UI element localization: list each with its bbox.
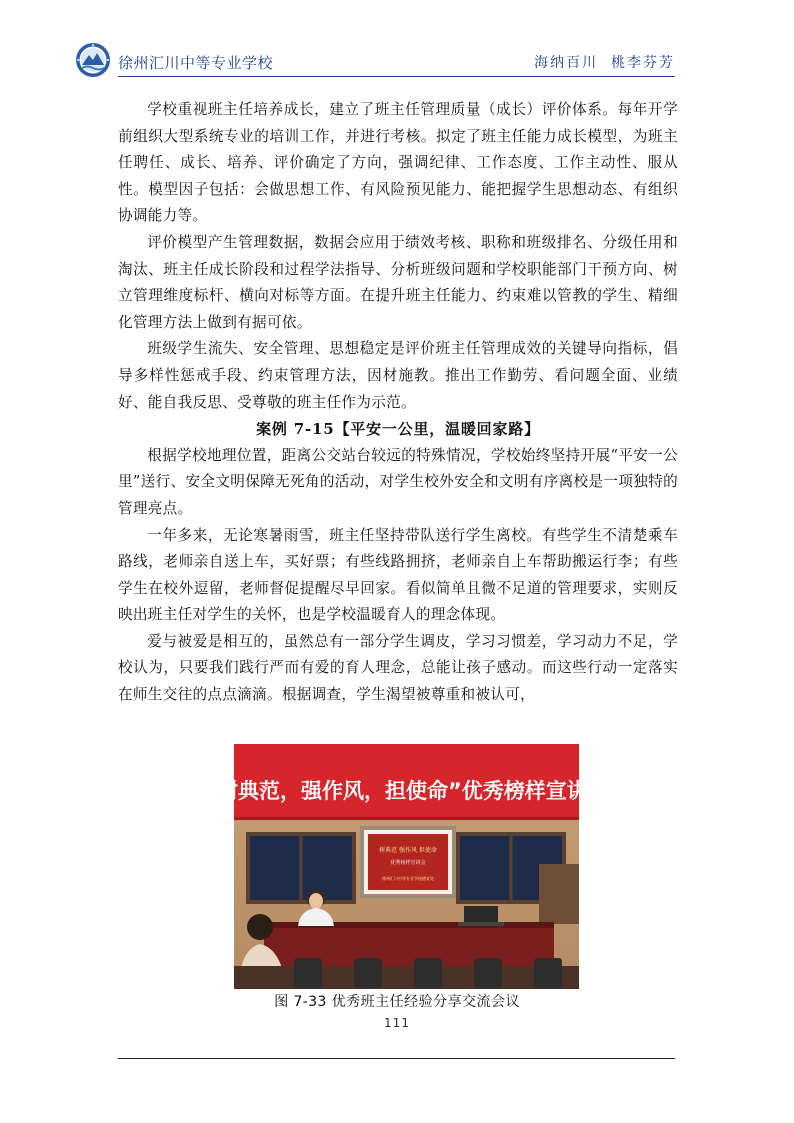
page-header — [75, 42, 675, 84]
paragraph: 学校重视班主任培养成长，建立了班主任管理质量（成长）评价体系。每年开学前组织大型系统专业的培训工作，并进行考核。拟定了班主任能力成长模型，为班主任聘任、成长、培养、评价确定了方向，强调纪律、工作态度、工作主动性、服从性。模型因子包括：会做思想工作、有风险预见能力、能把握学生思想动态、有组织协调能力等。 — [118, 101, 678, 225]
header-divider — [118, 76, 675, 77]
document-body — [118, 97, 678, 709]
banner-text: “树典范，强作风，担使命”优秀榜样宣讲会 — [203, 779, 609, 803]
screen-subtitle: 优秀榜样宣讲会 — [390, 860, 426, 866]
school-name: 徐州汇川中等专业学校 — [118, 54, 274, 72]
meeting-photo-illustration — [203, 744, 609, 989]
paragraph: 评价模型产生管理数据，数据会应用于绩效考核、职称和班级排名、分级任用和淘汰、班主任成长阶段和过程学法指导、分析班级问题和学校职能部门干预方向、树立管理维度标杆、横向对标等方面。在提升班主任能力、约束难以管教的学生、精细化管理方法上做到有据可依。 — [118, 233, 678, 331]
screen-footer: 徐州汇川中等专业学校德育处 — [382, 876, 434, 881]
figure-caption: 图 7-33 优秀班主任经验分享交流会议 — [274, 994, 520, 1010]
screen-title: 树典范 强作风 担使命 — [379, 847, 437, 854]
page-number: 111 — [384, 1016, 410, 1030]
paragraph: 根据学校地理位置，距离公交站台较远的特殊情况，学校始终坚持开展“平安一公里”送行、安全文明保障无死角的活动，对学生校外安全和文明有序离校是一项独特的管理亮点。 — [118, 446, 678, 517]
case-title: 案例 7-15【平安一公里，温暖回家路】 — [256, 420, 540, 439]
paragraph: 爱与被爱是相互的，虽然总有一部分学生调皮，学习习惯差，学习动力不足，学校认为，只要我们践行严而有爱的育人理念，总能让孩子感动。而这些行动一定落实在师生交往的点点滴滴。根据调查，学生渴望被尊重和被认可， — [118, 632, 678, 704]
paragraph: 班级学生流失、安全管理、思想稳定是评价班主任管理成效的关键导向指标，倡导多样性惩戒手段、约束管理方法，因材施教。推出工作勤劳、看问题全面、业绩好、能自我反思、受尊敬的班主任作为示范。 — [118, 340, 678, 411]
school-logo — [75, 42, 111, 78]
footer-divider — [118, 1058, 675, 1059]
paragraph: 一年多来，无论寒暑雨雪，班主任坚持带队送行学生离校。有些学生不清楚乘车路线，老师亲自送上车，买好票；有些线路拥挤，老师亲自上车帮助搬运行李；有些学生在校外逗留，老师督促提醒尽早回家。看似简单且微不足道的管理要求，实则反映出班主任对学生的关怀，也是学校温暖育人的理念体现。 — [118, 526, 678, 624]
meeting-photo — [203, 744, 609, 989]
school-motto: 海纳百川 桃李芬芳 — [534, 55, 675, 71]
